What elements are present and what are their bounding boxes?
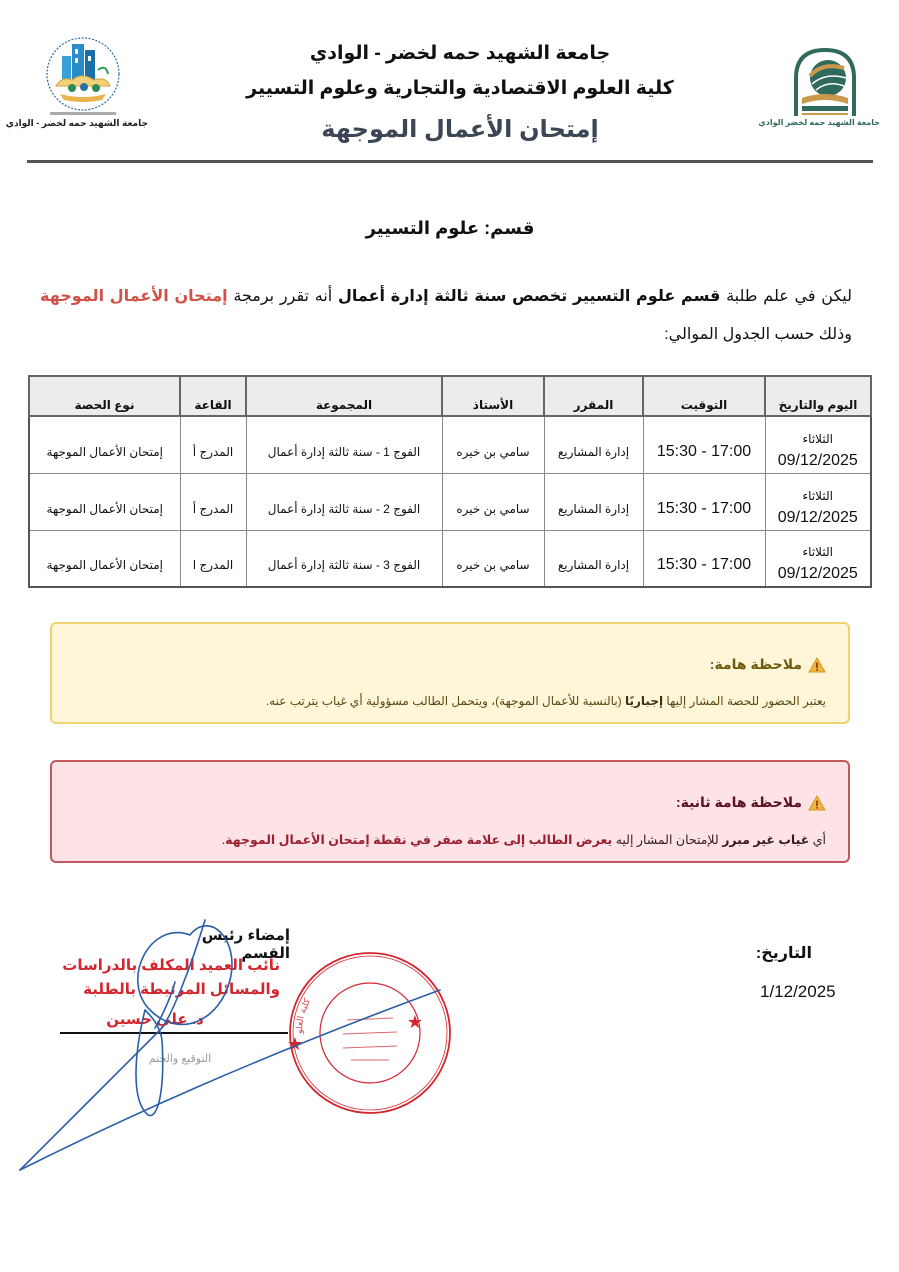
cell-date-value: 09/12/2025 bbox=[777, 508, 858, 526]
col-header-group: المجموعة bbox=[246, 376, 442, 416]
faculty-logo bbox=[5, 34, 148, 146]
cell-date-value: 09/12/2025 bbox=[777, 565, 858, 583]
note-body-bold: إجباريًا bbox=[625, 694, 664, 708]
intro-text-2: أنه تقرر برمجة bbox=[227, 288, 338, 305]
important-note bbox=[50, 622, 850, 724]
intro-text-3: وذلك حسب الجدول الموالي: bbox=[664, 326, 852, 343]
cell-day: الثلاثاء bbox=[802, 431, 833, 446]
col-header-time: التوقيت bbox=[643, 376, 765, 416]
col-header-type: نوع الحصة bbox=[29, 376, 180, 416]
note-body-text-1: يعتبر الحضور للحصة المشار إليها bbox=[663, 694, 826, 708]
intro-highlight: إمتحان الأعمال الموجهة bbox=[40, 288, 228, 305]
university-name: جامعة الشهيد حمه لخضر - الوادي bbox=[309, 43, 611, 64]
cell-day: الثلاثاء bbox=[802, 488, 833, 503]
page-title: إمتحان الأعمال الموجهة bbox=[321, 116, 599, 143]
round-stamp bbox=[285, 948, 455, 1118]
note-title bbox=[710, 656, 826, 673]
intro-text-1: ليكن في علم طلبة bbox=[720, 288, 852, 305]
warning-icon bbox=[808, 657, 826, 673]
intro-paragraph bbox=[40, 278, 852, 354]
cell-date-value: 09/12/2025 bbox=[777, 451, 858, 469]
signature-caption: التوقيع والختم bbox=[148, 1053, 212, 1065]
round-stamp-text: كلية العلو bbox=[294, 997, 314, 1034]
svg-text:كلية العلوم الاقتصادية والتجار bbox=[285, 948, 313, 1035]
intro-bold-target: قسم علوم التسيير تخصص سنة ثالثة إدارة أعمال bbox=[337, 288, 721, 305]
header-divider bbox=[27, 160, 873, 163]
stamp-name: د. علي حسين bbox=[106, 1011, 204, 1028]
table-row bbox=[29, 473, 871, 530]
cell-room: المدرج أ bbox=[180, 416, 246, 473]
cell-time: 17:00 - 15:30 bbox=[643, 530, 765, 587]
stamp-line-2: والمسائل المرتبطة بالطلبة bbox=[83, 981, 280, 998]
date-label: التاريخ: bbox=[755, 945, 812, 962]
cell-date bbox=[765, 473, 871, 530]
cell-date bbox=[765, 416, 871, 473]
cell-time: 17:00 - 15:30 bbox=[643, 473, 765, 530]
col-header-room: القاعة bbox=[180, 376, 246, 416]
cell-teacher: سامي بن خيره bbox=[442, 416, 544, 473]
warning-icon bbox=[808, 795, 826, 811]
note-title-text: ملاحظة هامة: bbox=[709, 656, 802, 672]
note-body-bold-1: غياب غير مبرر bbox=[722, 833, 810, 847]
faculty-name: كلية العلوم الاقتصادية والتجارية وعلوم التسيير bbox=[246, 78, 674, 99]
cell-course: إدارة المشاريع bbox=[544, 473, 643, 530]
col-header-teacher: الأستاذ bbox=[442, 376, 544, 416]
note-body-text-1: أي bbox=[809, 833, 826, 847]
signature-label: إمضاء رئيس القسم bbox=[201, 927, 290, 962]
note-title-text: ملاحظة هامة ثانية: bbox=[675, 794, 802, 810]
note-title bbox=[676, 794, 826, 811]
note-body bbox=[66, 694, 826, 708]
date-value: 1/12/2025 bbox=[760, 982, 836, 1001]
note-body-text-2: للإمتحان المشار إليه bbox=[612, 833, 723, 847]
note-body-text-3: . bbox=[221, 833, 226, 847]
cell-day: الثلاثاء bbox=[802, 545, 833, 560]
note-body-text-2: (بالنسبة للأعمال الموجهة)، ويتحمل الطالب مسؤولية أي غياب يترتب عنه. bbox=[265, 694, 625, 708]
svg-text:★: ★ bbox=[286, 1034, 303, 1054]
department-heading: قسم: علوم التسيير bbox=[365, 218, 535, 238]
logo-left-caption: جامعة الشهيد حمه لخضر - الوادي bbox=[5, 118, 148, 128]
cell-course: إدارة المشاريع bbox=[544, 530, 643, 587]
stamp-line-1: نائب العميد المكلف بالدراسات bbox=[62, 957, 280, 974]
cell-group: الفوج 1 - سنة ثالثة إدارة أعمال bbox=[246, 416, 442, 473]
table-row bbox=[29, 416, 871, 473]
cell-group: الفوج 2 - سنة ثالثة إدارة أعمال bbox=[246, 473, 442, 530]
second-important-note bbox=[50, 760, 850, 863]
svg-text:★: ★ bbox=[406, 1012, 423, 1032]
table-row bbox=[29, 530, 871, 587]
cell-room: المدرج أ bbox=[180, 473, 246, 530]
note-body-bold-2: يعرض الطالب إلى علامة صفر في نقطة إمتحان الأعمال الموجهة bbox=[225, 833, 613, 847]
cell-type: إمتحان الأعمال الموجهة bbox=[29, 530, 180, 587]
col-header-date: اليوم والتاريخ bbox=[765, 376, 871, 416]
cell-date bbox=[765, 530, 871, 587]
cell-type: إمتحان الأعمال الموجهة bbox=[29, 473, 180, 530]
logo-right-caption: جامعة الشهيد حمه لخضر الوادي bbox=[758, 118, 880, 127]
cell-teacher: سامي بن خيره bbox=[442, 473, 544, 530]
note-body bbox=[66, 832, 826, 847]
signature-line bbox=[60, 1032, 288, 1034]
cell-time: 17:00 - 15:30 bbox=[643, 416, 765, 473]
cell-group: الفوج 3 - سنة ثالثة إدارة أعمال bbox=[246, 530, 442, 587]
cell-course: إدارة المشاريع bbox=[544, 416, 643, 473]
cell-room: المدرج ا bbox=[180, 530, 246, 587]
university-logo bbox=[758, 46, 880, 146]
cell-type: إمتحان الأعمال الموجهة bbox=[29, 416, 180, 473]
schedule-table bbox=[28, 375, 872, 588]
table-header-row bbox=[29, 376, 871, 416]
cell-teacher: سامي بن خيره bbox=[442, 530, 544, 587]
col-header-course: المقرر bbox=[544, 376, 643, 416]
